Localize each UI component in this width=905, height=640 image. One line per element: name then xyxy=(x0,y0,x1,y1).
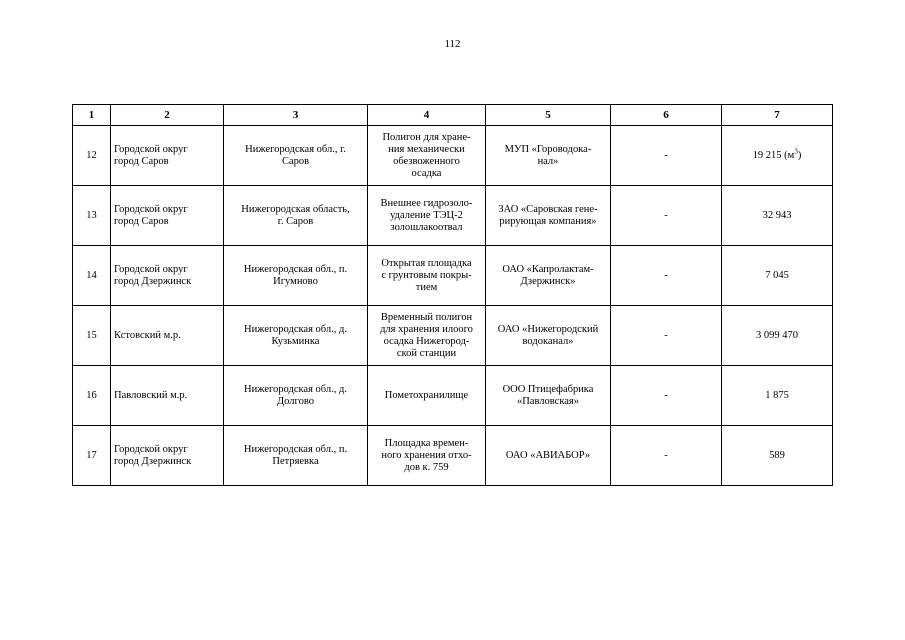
admin-unit: Городской округ город Саров xyxy=(111,126,224,186)
table-row xyxy=(73,246,833,306)
volume-value: 589 xyxy=(722,426,833,486)
row-number: 12 xyxy=(73,126,111,186)
volume-value: 32 943 xyxy=(722,186,833,246)
volume-value: 1 875 xyxy=(722,366,833,426)
site-location: Нижегородская обл., п. Игумново xyxy=(224,246,368,306)
site-owner: ОАО «АВИАБОР» xyxy=(486,426,611,486)
site-object: Площадка времен- ного хранения отхо- дов к. 759 xyxy=(368,426,486,486)
site-object: Полигон для хране- ния механически обезвоженного осадка xyxy=(368,126,486,186)
table-row xyxy=(73,306,833,366)
site-location: Нижегородская обл., г. Саров xyxy=(224,126,368,186)
row-number: 17 xyxy=(73,426,111,486)
column-6-value: - xyxy=(611,186,722,246)
site-owner: ОАО «Капролактам- Дзержинск» xyxy=(486,246,611,306)
waste-sites-table xyxy=(72,104,833,486)
volume-value: 7 045 xyxy=(722,246,833,306)
header-row xyxy=(73,105,833,126)
site-object: Открытая площадка с грунтовым покры- тием xyxy=(368,246,486,306)
header-cell: 3 xyxy=(224,105,368,126)
site-location: Нижегородская обл., п. Петряевка xyxy=(224,426,368,486)
column-6-value: - xyxy=(611,126,722,186)
table-row xyxy=(73,366,833,426)
header-cell: 7 xyxy=(722,105,833,126)
table-row xyxy=(73,426,833,486)
header-cell: 6 xyxy=(611,105,722,126)
site-location: Нижегородская область, г. Саров xyxy=(224,186,368,246)
admin-unit: Кстовский м.р. xyxy=(111,306,224,366)
site-owner: ООО Птицефабрика «Павловская» xyxy=(486,366,611,426)
admin-unit: Городской округ город Дзержинск xyxy=(111,426,224,486)
row-number: 13 xyxy=(73,186,111,246)
site-owner: МУП «Гороводока- нал» xyxy=(486,126,611,186)
admin-unit: Павловский м.р. xyxy=(111,366,224,426)
admin-unit: Городской округ город Дзержинск xyxy=(111,246,224,306)
site-location: Нижегородская обл., д. Долгово xyxy=(224,366,368,426)
header-cell: 1 xyxy=(73,105,111,126)
site-object: Пометохранилище xyxy=(368,366,486,426)
page-number: 112 xyxy=(444,38,461,50)
site-owner: ОАО «Нижегородский водоканал» xyxy=(486,306,611,366)
column-6-value: - xyxy=(611,366,722,426)
site-owner: ЗАО «Саровская гене- рирующая компания» xyxy=(486,186,611,246)
column-6-value: - xyxy=(611,426,722,486)
column-6-value: - xyxy=(611,246,722,306)
table-row xyxy=(73,186,833,246)
table-row xyxy=(73,126,833,186)
row-number: 14 xyxy=(73,246,111,306)
header-cell: 2 xyxy=(111,105,224,126)
site-object: Внешнее гидрозоло- удаление ТЭЦ-2 золошлакоотвал xyxy=(368,186,486,246)
column-6-value: - xyxy=(611,306,722,366)
site-object: Временный полигон для хранения илоого осадка Нижегород- ской станции xyxy=(368,306,486,366)
site-location: Нижегородская обл., д. Кузьминка xyxy=(224,306,368,366)
header-cell: 4 xyxy=(368,105,486,126)
volume-value: 19 215 $(м^3)$ xyxy=(722,126,833,186)
admin-unit: Городской округ город Саров xyxy=(111,186,224,246)
header-cell: 5 xyxy=(486,105,611,126)
row-number: 15 xyxy=(73,306,111,366)
row-number: 16 xyxy=(73,366,111,426)
volume-value: 3 099 470 xyxy=(722,306,833,366)
